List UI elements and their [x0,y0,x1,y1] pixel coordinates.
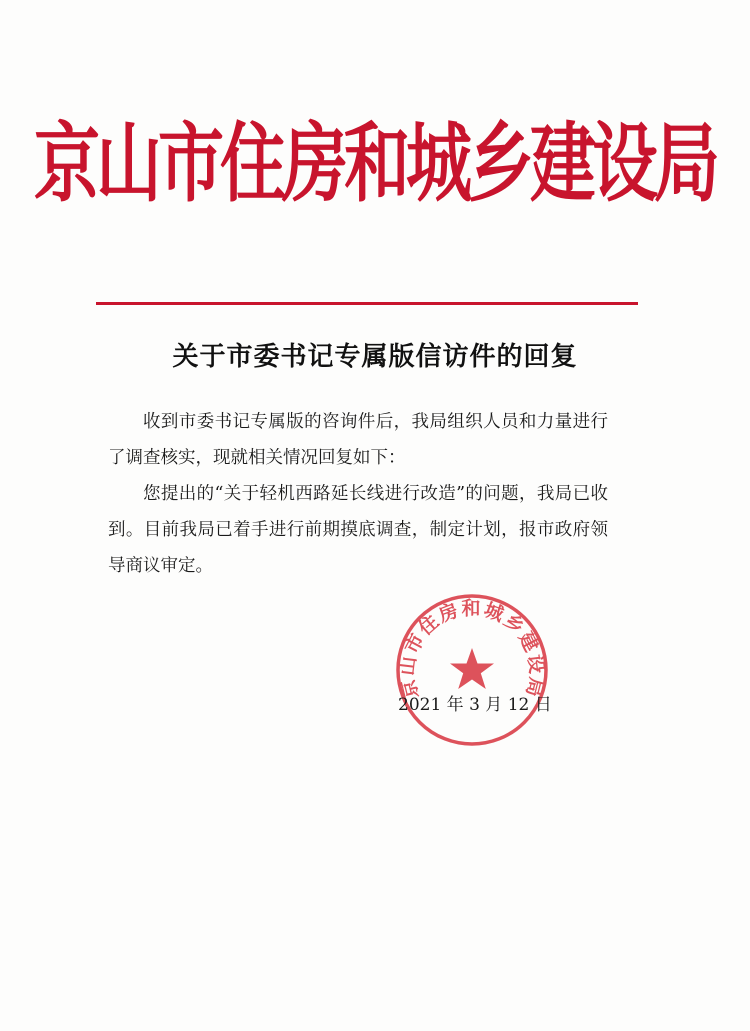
letterhead-title: 京山市住房和城乡建设局 [34,112,716,214]
document-title: 关于市委书记专属版信访件的回复 [172,342,578,372]
official-seal [392,590,552,750]
body-paragraph: 您提出的“关于轻机西路延长线进行改造”的问题，我局已收到。目前我局已着手进行前期摸底调查，制定计划，报市政府领导商议审定。 [108,484,608,576]
body-paragraph: 收到市委书记专属版的咨询件后，我局组织人员和力量进行了调查核实，现就相关情况回复如下： [108,412,608,468]
star-icon [450,648,494,689]
seal-text: 京山市住房和城乡建设局 [396,597,548,701]
letterhead-divider [96,302,638,305]
document-date: 2021 年 3 月 12 日 [398,695,552,715]
document-body [108,404,608,584]
